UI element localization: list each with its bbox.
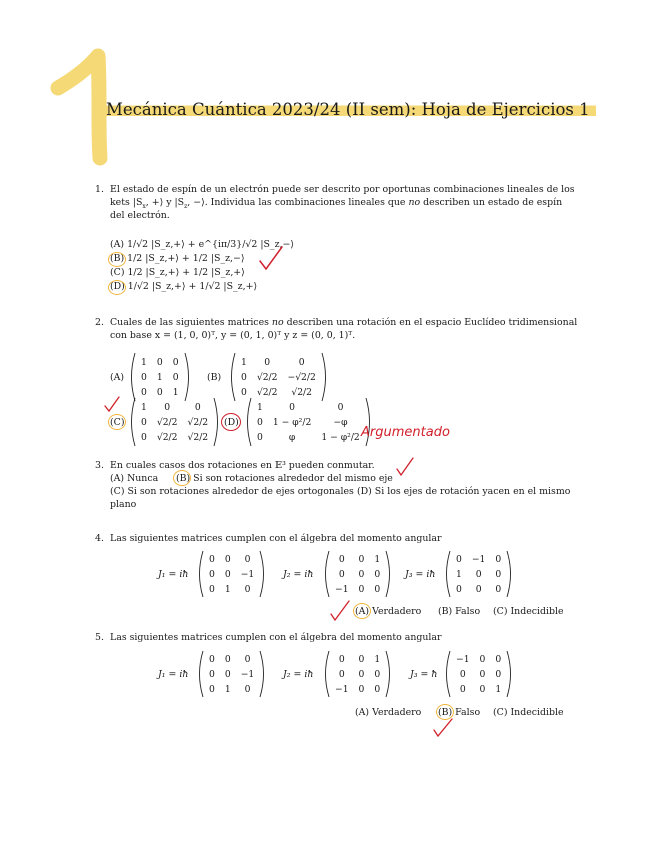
matrix-j2-table: 0 0 1 0 0 0 −1 0 0	[335, 653, 381, 695]
answer-circle-d	[108, 280, 126, 295]
checkmark-icon	[396, 457, 414, 477]
question-number: 5.	[95, 632, 104, 643]
left-paren	[196, 550, 204, 598]
j2-label: J₂ = iħ	[283, 669, 314, 680]
question-number: 3.	[95, 460, 104, 471]
left-paren	[128, 397, 136, 447]
matrix-a	[128, 352, 192, 402]
checkmark-icon	[258, 245, 284, 271]
left-paren	[228, 352, 236, 402]
matrix-b	[228, 352, 329, 402]
left-paren	[443, 550, 451, 598]
option-b[interactable]: (B) Si son rotaciones alrededor del mismo eje	[176, 473, 393, 484]
question-text-line2: kets $|S_x$, +⟩ y $|S_z$, −⟩. Individua las combinaciones lineales que no describen un estado de espín	[110, 197, 563, 210]
right-paren	[385, 650, 393, 698]
checkmark-icon	[330, 600, 350, 622]
option-a-label[interactable]: (A)	[110, 372, 125, 383]
question-number: 2.	[95, 317, 104, 328]
matrix-j1	[196, 650, 267, 698]
question-text: Las siguientes matrices cumplen con el álgebra del momento angular	[110, 632, 442, 643]
option-c-label[interactable]: (C)	[110, 417, 125, 428]
question-text-line3: del electrón.	[110, 210, 170, 221]
matrix-j1	[196, 550, 267, 598]
answer-circle-b	[108, 252, 126, 267]
matrix-b-table: 1 0 0 0 √2/2 −√2/2 0 √2/2 √2/2	[241, 356, 316, 398]
right-paren	[259, 550, 267, 598]
answer-c[interactable]: (C) Indecidible	[493, 606, 564, 617]
matrix-j3	[443, 650, 514, 698]
answer-circle-d	[221, 413, 241, 431]
answer-a[interactable]: (A) Verdadero	[355, 707, 422, 718]
checkmark-icon	[433, 718, 453, 738]
matrix-j2-table: 0 0 1 0 0 0 −1 0 0	[335, 553, 381, 595]
question-number: 1.	[95, 184, 104, 195]
option-a[interactable]: (A) Nunca	[110, 473, 159, 484]
right-paren	[321, 352, 329, 402]
left-paren	[244, 397, 252, 447]
question-text: En cuales casos dos rotaciones en 𝔼³ pueden conmutar.	[110, 460, 375, 471]
right-paren	[259, 650, 267, 698]
matrix-a-table: 1 0 0 0 1 0 0 0 1	[141, 356, 179, 398]
matrix-j2	[322, 650, 393, 698]
answer-c[interactable]: (C) Indecidible	[493, 707, 564, 718]
answer-b[interactable]: (B) Falso	[438, 707, 481, 718]
checkmark-icon	[104, 396, 120, 412]
answer-a[interactable]: (A) Verdadero	[355, 606, 422, 617]
option-d-continued: plano	[110, 499, 137, 510]
option-b-label[interactable]: (B)	[207, 372, 222, 383]
answer-b[interactable]: (B) Falso	[438, 606, 481, 617]
question-text-line1: Cuales de las siguientes matrices no describen una rotación en el espacio Euclídeo tridimensional	[110, 317, 578, 328]
question-text: Las siguientes matrices cumplen con el álgebra del momento angular	[110, 533, 442, 544]
question-text: El estado de espín de un electrón puede ser descrito por oportunas combinaciones lineales de los	[110, 184, 575, 195]
page-title: Mecánica Cuántica 2023/24 (II sem): Hoja de Ejercicios 1	[100, 100, 596, 119]
matrix-j3	[443, 550, 514, 598]
right-paren	[184, 352, 192, 402]
matrix-j1-table: 0 0 0 0 0 −1 0 1 0	[209, 553, 255, 595]
matrix-d	[244, 397, 373, 447]
j3-label: J₃ = iħ	[405, 569, 436, 580]
left-paren	[128, 352, 136, 402]
j1-label: J₁ = iħ	[158, 669, 189, 680]
matrix-j3-table: 0 −1 0 1 0 0 0 0 0	[456, 553, 502, 595]
matrix-c-table: 1 0 0 0 √2/2 √2/2 0 √2/2 √2/2	[141, 401, 209, 443]
option-d[interactable]: (D) Si los ejes de rotación yacen en el mismo	[357, 486, 571, 497]
option-c[interactable]: (C) Si son rotaciones alrededor de ejes ortogonales	[110, 486, 354, 497]
matrix-j2	[322, 550, 393, 598]
j2-label: J₂ = iħ	[283, 569, 314, 580]
right-paren	[506, 650, 514, 698]
answer-circle-a	[353, 603, 371, 619]
right-paren	[213, 397, 221, 447]
question-number: 4.	[95, 533, 104, 544]
j3-label: J₃ = ħ	[410, 669, 438, 680]
option-d[interactable]: (D) 1/√2 |S_z,+⟩ + 1/√2 |S_z,+⟩	[110, 281, 258, 292]
option-a[interactable]: (A) 1/√2 |S_z,+⟩ + e^{iπ/3}/√2 |S_z,−⟩	[110, 239, 295, 250]
j1-label: J₁ = iħ	[158, 569, 189, 580]
option-d-label[interactable]: (D)	[224, 417, 239, 428]
answer-circle-b	[173, 470, 191, 486]
right-paren	[385, 550, 393, 598]
matrix-d-table: 1 0 0 0 1 − φ²/2 −φ 0 φ 1 − φ²/2	[257, 401, 360, 443]
right-paren	[506, 550, 514, 598]
question-text-line2: con base x = (1, 0, 0)ᵀ, y = (0, 1, 0)ᵀ y z = (0, 0, 1)ᵀ.	[110, 330, 356, 341]
option-b[interactable]: (B) 1/2 |S_z,+⟩ + 1/2 |S_z,−⟩	[110, 253, 245, 264]
option-c[interactable]: (C) 1/2 |S_z,+⟩ + 1/2 |S_z,+⟩	[110, 267, 245, 278]
matrix-j3-table: −1 0 0 0 0 0 0 0 1	[456, 653, 502, 695]
matrix-j1-table: 0 0 0 0 0 −1 0 1 0	[209, 653, 255, 695]
answer-circle-c	[108, 414, 126, 430]
left-paren	[322, 650, 330, 698]
left-paren	[443, 650, 451, 698]
handwritten-note: Argumentado	[361, 425, 450, 440]
matrix-c	[128, 397, 221, 447]
left-paren	[322, 550, 330, 598]
left-paren	[196, 650, 204, 698]
